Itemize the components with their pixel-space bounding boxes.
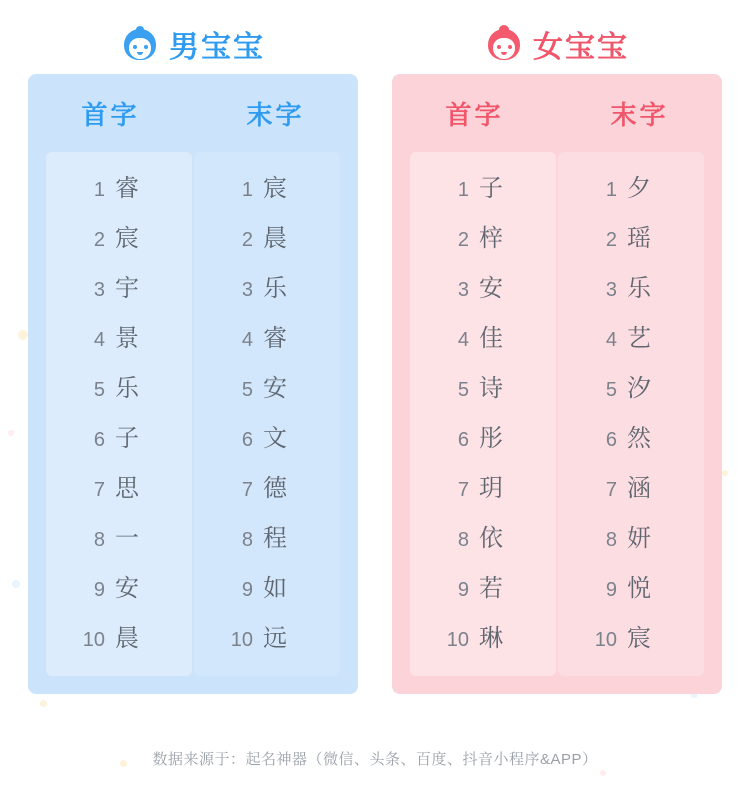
rank: 4 bbox=[241, 329, 253, 351]
boy-avatar-icon bbox=[121, 25, 159, 63]
list-item bbox=[558, 564, 704, 614]
panel-girl-header bbox=[392, 14, 722, 74]
panel-boy-column-headers bbox=[28, 74, 358, 152]
name: 彤 bbox=[479, 425, 503, 452]
list-item bbox=[194, 164, 340, 214]
rank: 6 bbox=[241, 429, 253, 451]
rank: 7 bbox=[605, 479, 617, 501]
name: 景 bbox=[115, 325, 139, 352]
list-item bbox=[46, 364, 192, 414]
list-item bbox=[410, 264, 556, 314]
rank: 8 bbox=[93, 529, 105, 551]
rank: 8 bbox=[457, 529, 469, 551]
column-header-boy-first: 首字 bbox=[81, 99, 140, 130]
name: 睿 bbox=[115, 175, 139, 202]
list-item bbox=[558, 164, 704, 214]
rank: 3 bbox=[457, 279, 469, 301]
name: 涵 bbox=[627, 475, 651, 502]
name: 然 bbox=[627, 425, 651, 452]
data-source-footer: 数据来源于：起名神器（微信、头条、百度、抖音小程序&APP） bbox=[152, 751, 598, 768]
list-item bbox=[46, 614, 192, 664]
panel-boy bbox=[28, 14, 358, 694]
list-item bbox=[194, 264, 340, 314]
rank: 5 bbox=[605, 379, 617, 401]
name: 宇 bbox=[115, 275, 139, 302]
name: 子 bbox=[115, 425, 139, 452]
rank: 10 bbox=[446, 629, 469, 651]
list-item bbox=[46, 514, 192, 564]
list-item bbox=[558, 264, 704, 314]
rank: 9 bbox=[93, 579, 105, 601]
panel-boy-title: 男宝宝 bbox=[169, 31, 265, 64]
list-item bbox=[194, 464, 340, 514]
list-item bbox=[194, 614, 340, 664]
list-item bbox=[194, 514, 340, 564]
name: 子 bbox=[479, 175, 503, 202]
rank: 1 bbox=[457, 179, 469, 201]
list-item bbox=[46, 214, 192, 264]
name: 德 bbox=[263, 475, 287, 502]
name: 玥 bbox=[479, 475, 503, 502]
rank: 5 bbox=[457, 379, 469, 401]
name: 宸 bbox=[627, 625, 651, 652]
name: 悦 bbox=[627, 575, 651, 602]
list-item bbox=[410, 464, 556, 514]
list-item bbox=[558, 514, 704, 564]
list-item bbox=[46, 564, 192, 614]
rank: 4 bbox=[93, 329, 105, 351]
rank: 7 bbox=[457, 479, 469, 501]
list-item bbox=[194, 564, 340, 614]
name: 梓 bbox=[479, 225, 503, 252]
name: 乐 bbox=[115, 375, 139, 402]
list-item bbox=[558, 414, 704, 464]
name: 晨 bbox=[263, 225, 287, 252]
rank: 7 bbox=[93, 479, 105, 501]
name: 依 bbox=[479, 525, 503, 552]
rank: 8 bbox=[605, 529, 617, 551]
panel-girl-column-headers bbox=[392, 74, 722, 152]
rank: 4 bbox=[457, 329, 469, 351]
name: 宸 bbox=[263, 175, 287, 202]
column-boy-first bbox=[46, 152, 192, 676]
name: 诗 bbox=[479, 375, 503, 402]
column-girl-first bbox=[410, 152, 556, 676]
list-item bbox=[410, 614, 556, 664]
column-header-boy-last: 末字 bbox=[246, 99, 305, 130]
panel-boy-columns bbox=[28, 152, 358, 694]
list-item bbox=[410, 564, 556, 614]
name: 瑶 bbox=[627, 225, 651, 252]
rank: 1 bbox=[605, 179, 617, 201]
rank: 2 bbox=[241, 229, 253, 251]
list-item bbox=[410, 414, 556, 464]
rank: 10 bbox=[594, 629, 617, 651]
name: 程 bbox=[263, 525, 287, 552]
column-girl-last bbox=[558, 152, 704, 676]
rank: 8 bbox=[241, 529, 253, 551]
rank: 5 bbox=[241, 379, 253, 401]
name: 远 bbox=[263, 625, 287, 652]
list-item bbox=[194, 314, 340, 364]
rank: 1 bbox=[241, 179, 253, 201]
name: 文 bbox=[263, 425, 287, 452]
rank: 6 bbox=[605, 429, 617, 451]
rank: 7 bbox=[241, 479, 253, 501]
panel-girl-title: 女宝宝 bbox=[533, 31, 629, 64]
list-item bbox=[558, 464, 704, 514]
rank: 2 bbox=[93, 229, 105, 251]
list-item bbox=[558, 214, 704, 264]
rank: 3 bbox=[605, 279, 617, 301]
list-item bbox=[558, 314, 704, 364]
rank: 4 bbox=[605, 329, 617, 351]
name: 睿 bbox=[263, 325, 287, 352]
rank: 6 bbox=[93, 429, 105, 451]
panel-girl bbox=[392, 14, 722, 694]
name: 安 bbox=[479, 275, 503, 302]
list-item bbox=[46, 164, 192, 214]
panel-girl-card bbox=[392, 74, 722, 694]
name: 宸 bbox=[115, 225, 139, 252]
name: 安 bbox=[115, 575, 139, 602]
list-item bbox=[410, 164, 556, 214]
name: 思 bbox=[115, 475, 139, 502]
list-item bbox=[46, 264, 192, 314]
name: 晨 bbox=[115, 625, 139, 652]
list-item bbox=[558, 614, 704, 664]
girl-avatar-icon bbox=[485, 25, 523, 63]
list-item bbox=[558, 364, 704, 414]
panels-container bbox=[0, 14, 750, 694]
name: 若 bbox=[479, 575, 503, 602]
name: 琳 bbox=[479, 625, 503, 652]
name: 安 bbox=[263, 375, 287, 402]
column-boy-last bbox=[194, 152, 340, 676]
rank: 9 bbox=[457, 579, 469, 601]
rank: 6 bbox=[457, 429, 469, 451]
rank: 2 bbox=[457, 229, 469, 251]
list-item bbox=[194, 364, 340, 414]
name: 如 bbox=[263, 575, 287, 602]
name: 乐 bbox=[263, 275, 287, 302]
list-item bbox=[46, 314, 192, 364]
rank: 2 bbox=[605, 229, 617, 251]
rank: 10 bbox=[82, 629, 105, 651]
panel-girl-columns bbox=[392, 152, 722, 694]
name: 夕 bbox=[627, 175, 651, 202]
list-item bbox=[410, 364, 556, 414]
rank: 5 bbox=[93, 379, 105, 401]
list-item bbox=[410, 214, 556, 264]
list-item bbox=[194, 414, 340, 464]
name: 妍 bbox=[627, 525, 651, 552]
name: 乐 bbox=[627, 275, 651, 302]
rank: 3 bbox=[241, 279, 253, 301]
panel-boy-card bbox=[28, 74, 358, 694]
rank: 10 bbox=[230, 629, 253, 651]
column-header-girl-first: 首字 bbox=[445, 99, 504, 130]
rank: 9 bbox=[241, 579, 253, 601]
rank: 9 bbox=[605, 579, 617, 601]
rank: 1 bbox=[93, 179, 105, 201]
name: 佳 bbox=[479, 325, 503, 352]
name: 汐 bbox=[627, 375, 651, 402]
list-item bbox=[410, 314, 556, 364]
list-item bbox=[194, 214, 340, 264]
panel-boy-header bbox=[28, 14, 358, 74]
column-header-girl-last: 末字 bbox=[610, 99, 669, 130]
list-item bbox=[46, 464, 192, 514]
rank: 3 bbox=[93, 279, 105, 301]
name: 艺 bbox=[627, 325, 651, 352]
list-item bbox=[46, 414, 192, 464]
list-item bbox=[410, 514, 556, 564]
name: 一 bbox=[115, 525, 139, 552]
